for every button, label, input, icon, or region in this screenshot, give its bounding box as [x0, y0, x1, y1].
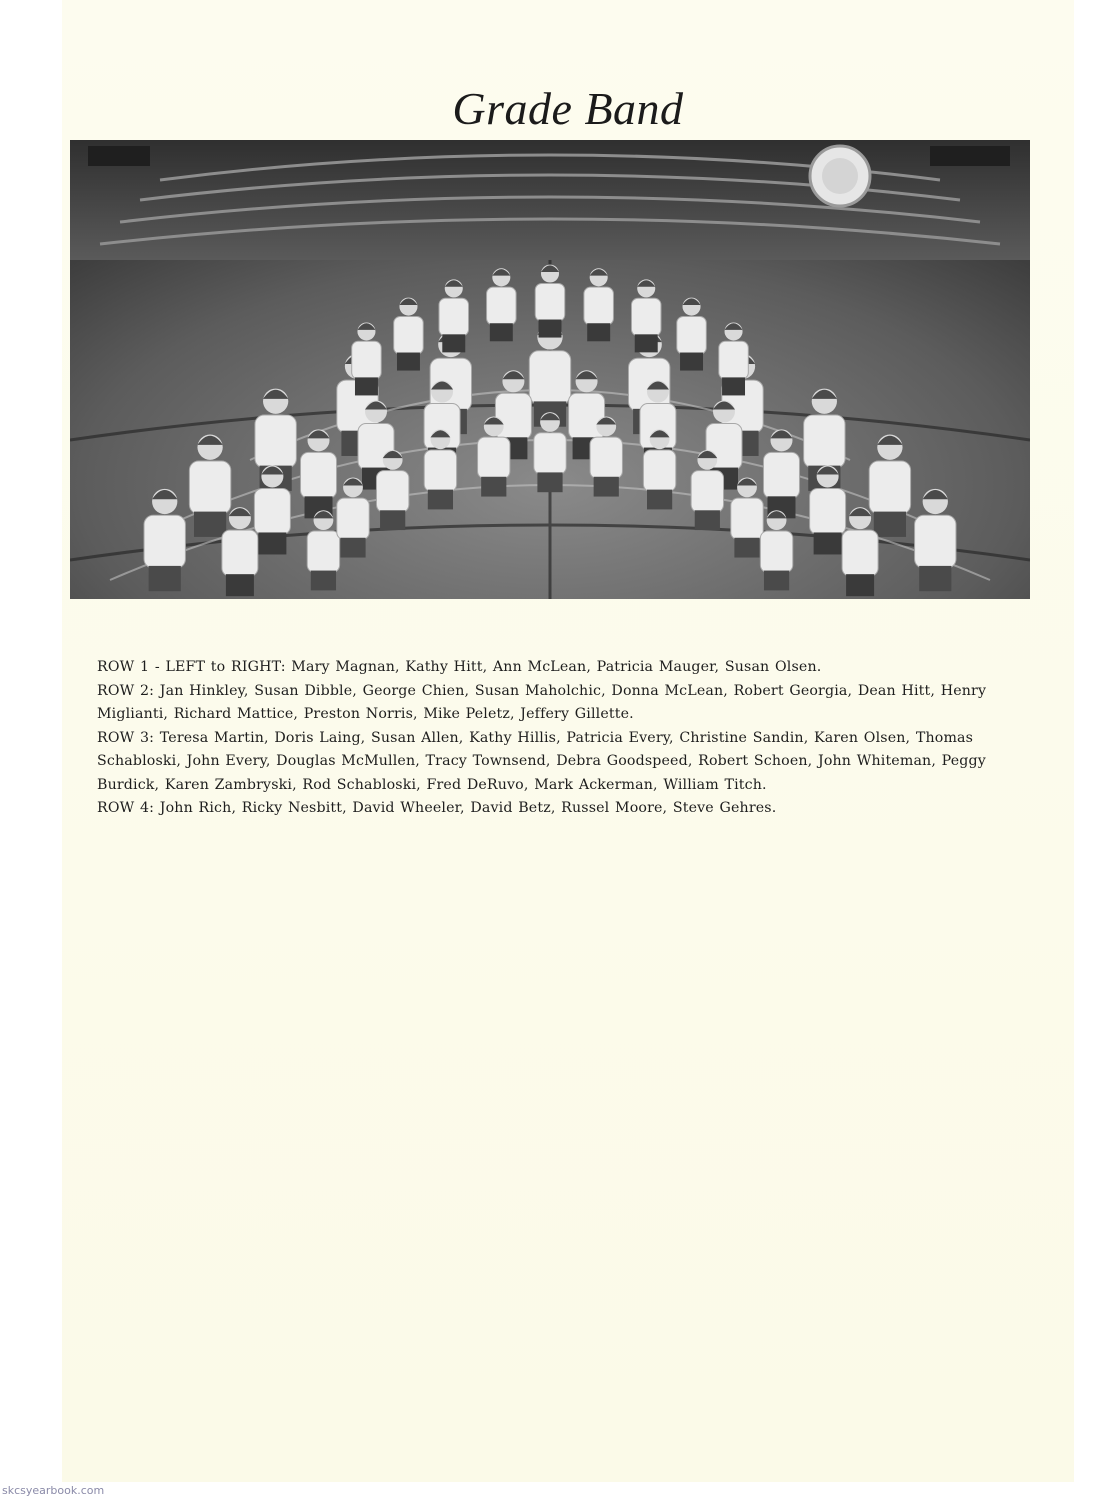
site-credit: skcsyearbook.com — [2, 1484, 105, 1497]
caption-row-4: ROW 4: John Rich, Ricky Nesbitt, David Wheeler, David Betz, Russel Moore, Steve Gehres. — [97, 800, 777, 816]
caption-row-2: ROW 2: Jan Hinkley, Susan Dibble, George Chien, Susan Maholchic, Donna McLean, Robert Georgia, Dean Hitt, Henry Miglianti, Richard Mattice, Preston Norris, Mike Peletz, Jeffery Gillette. — [97, 682, 987, 722]
caption-row-3: ROW 3: Teresa Martin, Doris Laing, Susan Allen, Kathy Hillis, Patricia Every, Christine Sandin, Karen Olsen, Thomas Schabloski, John Every, Douglas McMullen, Tracy Townsend, Debra Goodspeed, Robert Schoen, John Whiteman, Peggy Burdick, Karen Zambryski, Rod Schabloski, Fred DeRuvo, Mark Ackerman, William Titch. — [97, 729, 986, 793]
caption — [97, 656, 1017, 821]
caption-row-1: ROW 1 - LEFT to RIGHT: Mary Magnan, Kathy Hitt, Ann McLean, Patricia Mauger, Susan Olsen. — [97, 659, 822, 675]
page-title: Grade Band — [452, 83, 684, 134]
yearbook-page — [62, 0, 1074, 1482]
band-photo — [70, 140, 1030, 599]
band-photo-illustration — [70, 140, 1030, 599]
